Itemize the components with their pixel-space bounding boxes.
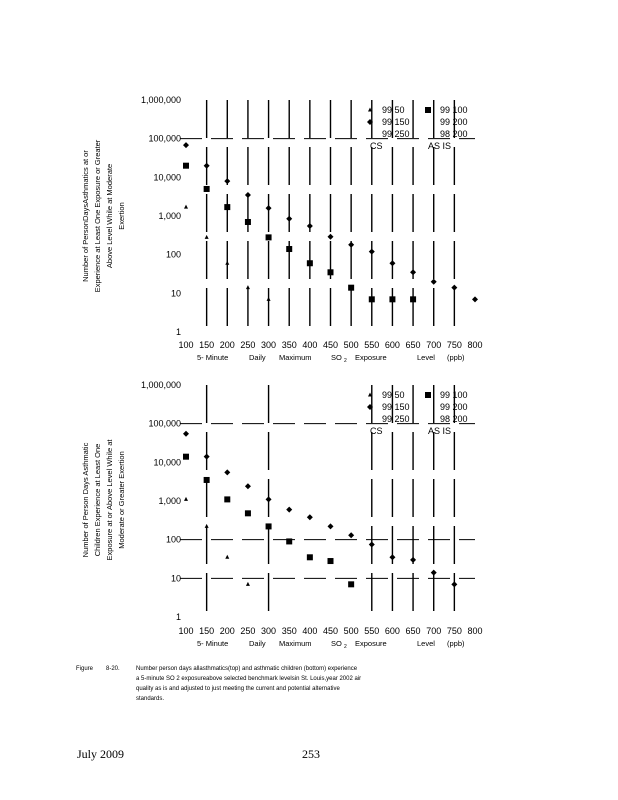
data-point [183,142,189,148]
x-tick-label: 750 [446,340,462,350]
x-tick-label: 450 [322,626,339,636]
x-tick-label: 450 [322,340,339,350]
data-point [451,581,457,587]
data-point [266,234,272,240]
legend-label: 99 200 [440,402,468,412]
x-axis-title-part: Level [417,639,435,648]
data-point [205,524,209,528]
x-tick-label: 700 [426,626,442,636]
data-point [267,297,271,301]
legend-label: AS IS [428,426,452,436]
legend-label: 99 100 [440,105,468,115]
x-axis-title-part: (ppb) [447,353,465,362]
x-tick-label: 250 [240,340,256,350]
data-point [184,205,188,209]
caption-line-3: quality as is and adjusted to just meeting the current and potential alternative [136,686,340,692]
data-point [246,582,250,586]
data-point [224,469,230,475]
legend-marker [425,107,431,113]
y-tick-label: 10 [170,573,181,584]
x-tick-label: 350 [281,626,297,636]
data-point [431,279,437,285]
data-point [307,223,313,229]
x-tick-label: 100 [178,340,194,350]
x-tick-label: 150 [199,626,215,636]
data-point [348,285,354,291]
legend-marker [425,392,431,398]
x-tick-label: 750 [446,626,462,636]
y-tick-label: 1,000 [158,496,181,506]
x-tick-label: 800 [467,340,483,350]
series-99-100 [183,163,416,303]
chart-1 [81,95,483,364]
x-axis-title-part: Exposure [355,353,387,362]
y-axis-title-line: Experience at Least One Exposure or Greater [93,139,102,293]
legend-label: 98 200 [440,414,468,424]
data-point [183,163,189,169]
data-point [328,269,334,275]
data-point [245,510,251,516]
y-tick-label: 10 [170,288,181,299]
data-point [472,296,478,302]
data-point [245,483,251,489]
x-tick-label: 650 [405,626,421,636]
data-point [204,477,210,483]
data-point [245,192,251,198]
caption-label: Figure [76,666,94,672]
y-tick-label: 1,000,000 [140,95,181,105]
legend-label: 99 150 [382,402,410,412]
x-tick-label: 600 [384,340,400,350]
y-axis-title-line: Exertion [117,202,126,230]
data-point [451,285,457,291]
legend [367,105,468,151]
x-axis-title [197,639,465,650]
x-tick-label: 100 [178,626,194,636]
data-point [286,507,292,513]
footer-date: July 2009 [77,747,125,761]
data-point [266,523,272,529]
data-point [184,497,188,501]
y-tick-label: 100 [165,534,181,545]
data-point [369,296,375,302]
data-point [183,454,189,460]
x-axis-title-part: 5- Minute [197,639,229,648]
legend-label: 98 200 [440,129,468,139]
x-tick-label: 350 [281,340,297,350]
x-axis-title-part: SO [331,353,342,362]
data-point [410,269,416,275]
x-tick-label: 600 [384,626,400,636]
data-point [348,581,354,587]
legend-label: 99 50 [382,390,405,400]
y-axis-title-line: Number of Person Days Asthmatic [81,442,90,558]
x-tick-label: 800 [467,626,483,636]
data-point [389,296,395,302]
x-axis-title-part: (ppb) [447,639,465,648]
legend-label: 99 50 [382,105,405,115]
y-tick-label: 10,000 [153,457,181,468]
x-tick-label: 400 [302,626,318,636]
x-axis-title-part: Level [417,353,435,362]
data-point [286,538,292,544]
series-99-50 [184,497,250,586]
x-tick-label: 200 [219,626,235,636]
x-axis-title-part: Maximum [279,353,312,362]
data-point [389,554,395,560]
data-point [224,496,230,502]
x-axis-title [197,353,465,364]
data-point [224,204,230,210]
footer-page-number: 253 [302,747,320,761]
data-point [410,296,416,302]
data-point [224,178,230,184]
y-axis-title [81,139,126,292]
x-tick-label: 400 [302,340,318,350]
chart-2 [81,380,483,650]
y-axis-title-line: Moderate or Greater Exertion [117,451,126,549]
x-tick-label: 300 [261,626,277,636]
x-tick-label: 150 [199,340,215,350]
y-axis-title-line: Exposure at or Above Level While at [105,439,114,561]
x-tick-label: 500 [343,340,359,350]
legend-label: 99 200 [440,117,468,127]
x-axis-title-part: 5- Minute [197,353,229,362]
x-axis-title-part: SO [331,639,342,648]
data-point [348,532,354,538]
data-point [348,242,354,248]
y-tick-label: 100,000 [148,133,181,144]
data-point [225,555,229,559]
data-point [246,285,250,289]
y-tick-label: 1 [175,327,181,337]
legend-label: CS [370,426,383,436]
data-point [286,216,292,222]
x-axis-title-part: 2 [344,358,347,364]
legend-label: 99 150 [382,117,410,127]
y-tick-label: 1,000 [158,211,181,221]
data-point [369,249,375,255]
series-99-150 [183,431,457,588]
y-tick-label: 1 [175,612,181,622]
y-axis-title-line: Number of PersonDaysAsthmatics at or [81,150,90,282]
data-point [307,260,313,266]
x-axis-title-part: Daily [249,639,266,648]
x-axis-title-part: Maximum [279,639,312,648]
figure-caption [76,664,496,704]
data-point [431,570,437,576]
data-point [245,219,251,225]
data-point [266,496,272,502]
x-tick-label: 700 [426,340,442,350]
caption-line-2: a 5-minute SO 2 exposureabove selected benchmark levelsin St. Louis,year 2002 air [136,676,362,682]
caption-line-4: standards. [136,696,165,702]
data-point [369,541,375,547]
data-point [204,454,210,460]
caption-line-1: Number person days allasthmatics(top) and asthmatic children (bottom) experience [136,666,358,672]
legend-label: 99 250 [382,129,410,139]
data-point [410,557,416,563]
y-tick-label: 100 [165,249,181,260]
legend-label: AS IS [428,141,452,151]
data-point [225,261,229,265]
y-axis-title-line: Above Level While at Moderate [105,163,114,269]
y-axis-title [81,439,126,561]
data-point [307,554,313,560]
legend [367,390,468,436]
caption-number: 8-20. [106,666,120,672]
x-axis-title-part: 2 [344,644,347,650]
x-tick-label: 250 [240,626,256,636]
data-point [328,558,334,564]
x-tick-label: 550 [364,626,380,636]
data-point [204,186,210,192]
y-tick-label: 100,000 [148,418,181,429]
legend-label: 99 250 [382,414,410,424]
data-point [204,163,210,169]
x-tick-label: 650 [405,340,421,350]
y-tick-label: 10,000 [153,172,181,183]
data-point [205,235,209,239]
legend-label: CS [370,141,383,151]
data-point [286,246,292,252]
data-point [389,260,395,266]
data-point [307,514,313,520]
y-tick-label: 1,000,000 [140,380,181,390]
data-point [183,431,189,437]
x-tick-label: 500 [343,626,359,636]
x-tick-label: 550 [364,340,380,350]
legend-label: 99 100 [440,390,468,400]
x-axis-title-part: Daily [249,353,266,362]
data-point [266,205,272,211]
series-99-100 [183,454,354,588]
x-tick-label: 300 [261,340,277,350]
x-axis-title-part: Exposure [355,639,387,648]
data-point [328,523,334,529]
y-axis-title-line: Children Experience at Least One [93,443,102,557]
data-point [328,234,334,240]
x-tick-label: 200 [219,340,235,350]
